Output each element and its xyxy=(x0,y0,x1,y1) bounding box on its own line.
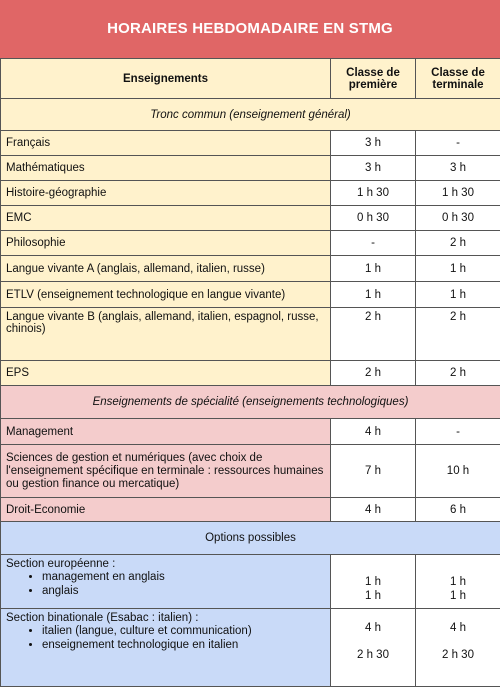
hours-value: 2 h 30 xyxy=(357,649,389,661)
header-premiere: Classe de première xyxy=(331,59,416,99)
hours-terminale: 2 h xyxy=(416,308,500,361)
table-row xyxy=(1,156,500,181)
hours-premiere xyxy=(331,555,416,609)
hours-premiere: 4 h xyxy=(331,419,416,445)
table-row xyxy=(1,206,500,231)
hours-premiere: 2 h xyxy=(331,308,416,361)
section-options-label: Options possibles xyxy=(1,522,500,555)
hours-premiere: 4 h xyxy=(331,498,416,522)
table-row xyxy=(1,609,500,687)
subject-name: Langue vivante A (anglais, allemand, italien, russe) xyxy=(1,256,331,282)
table-row xyxy=(1,231,500,256)
subject-name: Langue vivante B (anglais, allemand, italien, espagnol, russe, chinois) xyxy=(1,308,331,361)
section-tronc-label: Tronc commun (enseignement général) xyxy=(1,99,500,131)
hours-premiere xyxy=(331,609,416,687)
subject-name: Droit-Economie xyxy=(1,498,331,522)
list-item: • enseignement technologique en italien xyxy=(42,638,325,652)
list-item: • anglais xyxy=(42,584,325,598)
hours-premiere: 1 h xyxy=(331,282,416,308)
list-item: • italien (langue, culture et communication) xyxy=(42,624,325,638)
option-binationale xyxy=(1,609,331,687)
subject-name: Sciences de gestion et numériques (avec choix de l'enseignement spécifique en terminale : ressources humaines ou gestion finance ou mercatique) xyxy=(1,445,331,498)
hours-terminale: 3 h xyxy=(416,156,500,181)
table-row xyxy=(1,555,500,609)
hours-terminale: 10 h xyxy=(416,445,500,498)
table-row xyxy=(1,256,500,282)
hours-terminale: 2 h xyxy=(416,231,500,256)
table-row xyxy=(1,498,500,522)
hours-terminale: - xyxy=(416,419,500,445)
hours-terminale: 1 h 30 xyxy=(416,181,500,206)
hours-terminale: 1 h xyxy=(416,256,500,282)
table-row xyxy=(1,445,500,498)
section-specialite-label: Enseignements de spécialité (enseignements technologiques) xyxy=(1,386,500,419)
hours-premiere: - xyxy=(331,231,416,256)
subject-name: EPS xyxy=(1,361,331,386)
table-row xyxy=(1,181,500,206)
hours-premiere: 2 h xyxy=(331,361,416,386)
hours-terminale: 1 h xyxy=(416,282,500,308)
option-list xyxy=(6,570,325,598)
subject-name: ETLV (enseignement technologique en langue vivante) xyxy=(1,282,331,308)
hours-terminale: 0 h 30 xyxy=(416,206,500,231)
subject-name: Mathématiques xyxy=(1,156,331,181)
hours-terminale: - xyxy=(416,131,500,156)
section-row-tronc xyxy=(1,99,500,131)
hours-premiere: 1 h 30 xyxy=(331,181,416,206)
hours-premiere: 3 h xyxy=(331,131,416,156)
hours-terminale: 2 h xyxy=(416,361,500,386)
section-row-options xyxy=(1,522,500,555)
table-row xyxy=(1,419,500,445)
page-title: HORAIRES HEBDOMADAIRE EN STMG xyxy=(0,0,500,58)
hours-value: 1 h xyxy=(365,590,381,602)
subject-name: Philosophie xyxy=(1,231,331,256)
table-row xyxy=(1,131,500,156)
subject-name: Management xyxy=(1,419,331,445)
hours-value: 1 h xyxy=(450,576,466,588)
table-row xyxy=(1,361,500,386)
subject-name: Français xyxy=(1,131,331,156)
header-row xyxy=(1,59,500,99)
hours-terminale xyxy=(416,555,500,609)
hours-premiere: 7 h xyxy=(331,445,416,498)
option-list xyxy=(6,624,325,652)
table-row xyxy=(1,308,500,361)
option-europeenne xyxy=(1,555,331,609)
subject-name: EMC xyxy=(1,206,331,231)
hours-value: 1 h xyxy=(450,590,466,602)
schedule-table xyxy=(0,58,500,687)
hours-premiere: 1 h xyxy=(331,256,416,282)
header-terminale: Classe de terminale xyxy=(416,59,500,99)
hours-terminale xyxy=(416,609,500,687)
list-item: • management en anglais xyxy=(42,570,325,584)
hours-terminale: 6 h xyxy=(416,498,500,522)
table-row xyxy=(1,282,500,308)
subject-name: Histoire-géographie xyxy=(1,181,331,206)
header-enseignements: Enseignements xyxy=(1,59,331,99)
section-row-specialite xyxy=(1,386,500,419)
hours-value: 1 h xyxy=(365,576,381,588)
hours-value: 4 h xyxy=(450,622,466,634)
hours-value: 4 h xyxy=(365,622,381,634)
hours-value: 2 h 30 xyxy=(442,649,474,661)
hours-premiere: 3 h xyxy=(331,156,416,181)
option-title: Section européenne : xyxy=(6,558,116,570)
hours-premiere: 0 h 30 xyxy=(331,206,416,231)
option-title: Section binationale (Esabac : italien) : xyxy=(6,612,199,624)
